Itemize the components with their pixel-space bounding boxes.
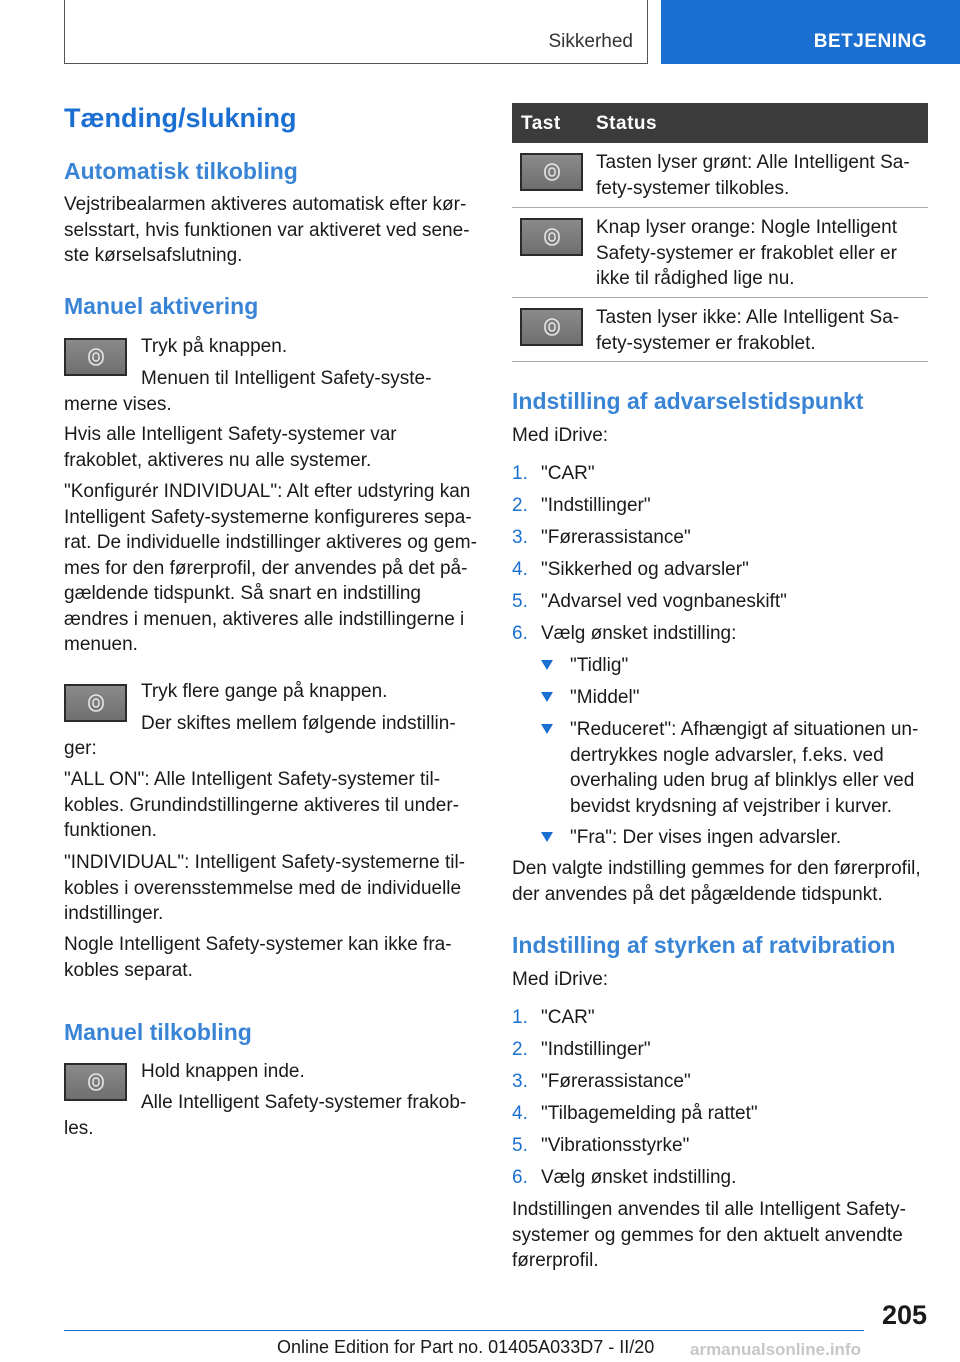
text-auto-activation: Vejstribealarmen aktiveres automatisk efter kør-selsstart, hvis funktionen var aktiveret ved sene-ste kørselsafslutning. — [64, 194, 470, 266]
heading-auto-activation: Automatisk tilkobling — [64, 158, 298, 184]
text-configure-individual: "Konfigurér INDIVIDUAL": Alt efter udstyring kan Intelligent Safety-systemerne konfigureres sepa-rat. De individuelle indstillinger aktiveres og gem-mes for den førerprofil, der anvendes på det på-gældende tidspunkt. Så snart en indstilling ændres i menuen, aktiveres alle indstillingerne i menuen. — [64, 481, 477, 655]
page-number: 205 — [881, 1300, 927, 1330]
header-chapter-title: BETJENING — [813, 31, 927, 52]
triangle-bullet-icon — [541, 692, 553, 702]
text-press-repeatedly: Tryk flere gange på knappen. — [141, 681, 388, 702]
heading-vibration-strength: Indstilling af styrken af ratvibration — [512, 932, 896, 958]
text-menu-shown-2: merne vises. — [64, 394, 172, 415]
text-all-activated: Hvis alle Intelligent Safety-systemer var frakoblet, aktiveres nu alle systemer. — [64, 424, 397, 471]
footer-divider — [64, 1330, 864, 1331]
triangle-bullet-icon — [541, 660, 553, 670]
table-header-key: Tast — [521, 113, 561, 134]
table-row — [512, 298, 928, 362]
text-all-on: "ALL ON": Alle Intelligent Safety-systemer til-kobles. Grundindstillingerne aktiveres til under-funktionen. — [64, 769, 459, 841]
safety-button-image — [520, 218, 583, 256]
safety-button-image — [64, 1063, 127, 1101]
text-press-button: Tryk på knappen. — [141, 336, 288, 357]
text-toggle-settings-1: Der skiftes mellem følgende indstillin- — [141, 713, 456, 734]
heading-manual-activation: Manuel aktivering — [64, 293, 259, 319]
intelligent-safety-icon — [544, 228, 560, 246]
text-all-deactivated-1: Alle Intelligent Safety-systemer frakob- — [141, 1092, 467, 1113]
footer-edition: Online Edition for Part no. 01405A033D7 - II/20 — [277, 1337, 655, 1357]
intelligent-safety-icon — [544, 318, 560, 336]
table-row-status: Knap lyser orange: Nogle Intelligent Safety-systemer er frakoblet eller er ikke til rådighed lige nu. — [596, 217, 898, 289]
text-all-deactivated-2: les. — [64, 1118, 94, 1139]
intelligent-safety-icon — [88, 348, 104, 366]
table-row-status: Tasten lyser grønt: Alle Intelligent Sa-fety-systemer tilkobles. — [596, 152, 910, 199]
page-title: Tænding/slukning — [64, 103, 297, 133]
heading-warning-time: Indstilling af advarselstidspunkt — [512, 388, 864, 414]
safety-button-image — [520, 153, 583, 191]
heading-manual-deactivation: Manuel tilkobling — [64, 1019, 252, 1045]
text-toggle-settings-2: ger: — [64, 738, 97, 759]
text-hold-button: Hold knappen inde. — [141, 1061, 305, 1082]
text-individual: "INDIVIDUAL": Intelligent Safety-systemerne til-kobles i overensstemmelse med de individuelle indstillinger. — [64, 852, 466, 924]
safety-button-image — [64, 684, 127, 722]
intelligent-safety-icon — [88, 1073, 104, 1091]
header-section-title: Sikkerhed — [548, 31, 633, 52]
header-chapter-tab — [661, 0, 960, 64]
text-with-idrive: Med iDrive: — [512, 425, 609, 446]
header-section-box — [64, 0, 648, 64]
intelligent-safety-icon — [544, 163, 560, 181]
text-cannot-disable: Nogle Intelligent Safety-systemer kan ikke fra-kobles separat. — [64, 934, 452, 981]
safety-button-image — [64, 338, 127, 376]
text-setting-saved: Den valgte indstilling gemmes for den førerprofil, der anvendes på det pågældende tidspunkt. — [512, 858, 921, 905]
text-menu-shown-1: Menuen til Intelligent Safety-syste- — [141, 368, 432, 389]
status-table-header — [512, 103, 928, 143]
watermark: armanualsonline.info — [690, 1340, 861, 1359]
triangle-bullet-icon — [541, 832, 553, 842]
table-row-status: Tasten lyser ikke: Alle Intelligent Sa-fety-systemer er frakoblet. — [596, 307, 900, 354]
table-row — [512, 208, 928, 298]
triangle-bullet-icon — [541, 724, 553, 734]
text-with-idrive: Med iDrive: — [512, 969, 609, 990]
text-applies-all: Indstillingen anvendes til alle Intelligent Safety-systemer og gemmes for den aktuelt anvendte førerprofil. — [512, 1199, 906, 1271]
table-row — [512, 143, 928, 208]
table-header-status: Status — [596, 113, 658, 134]
intelligent-safety-icon — [88, 694, 104, 712]
safety-button-image — [520, 308, 583, 346]
